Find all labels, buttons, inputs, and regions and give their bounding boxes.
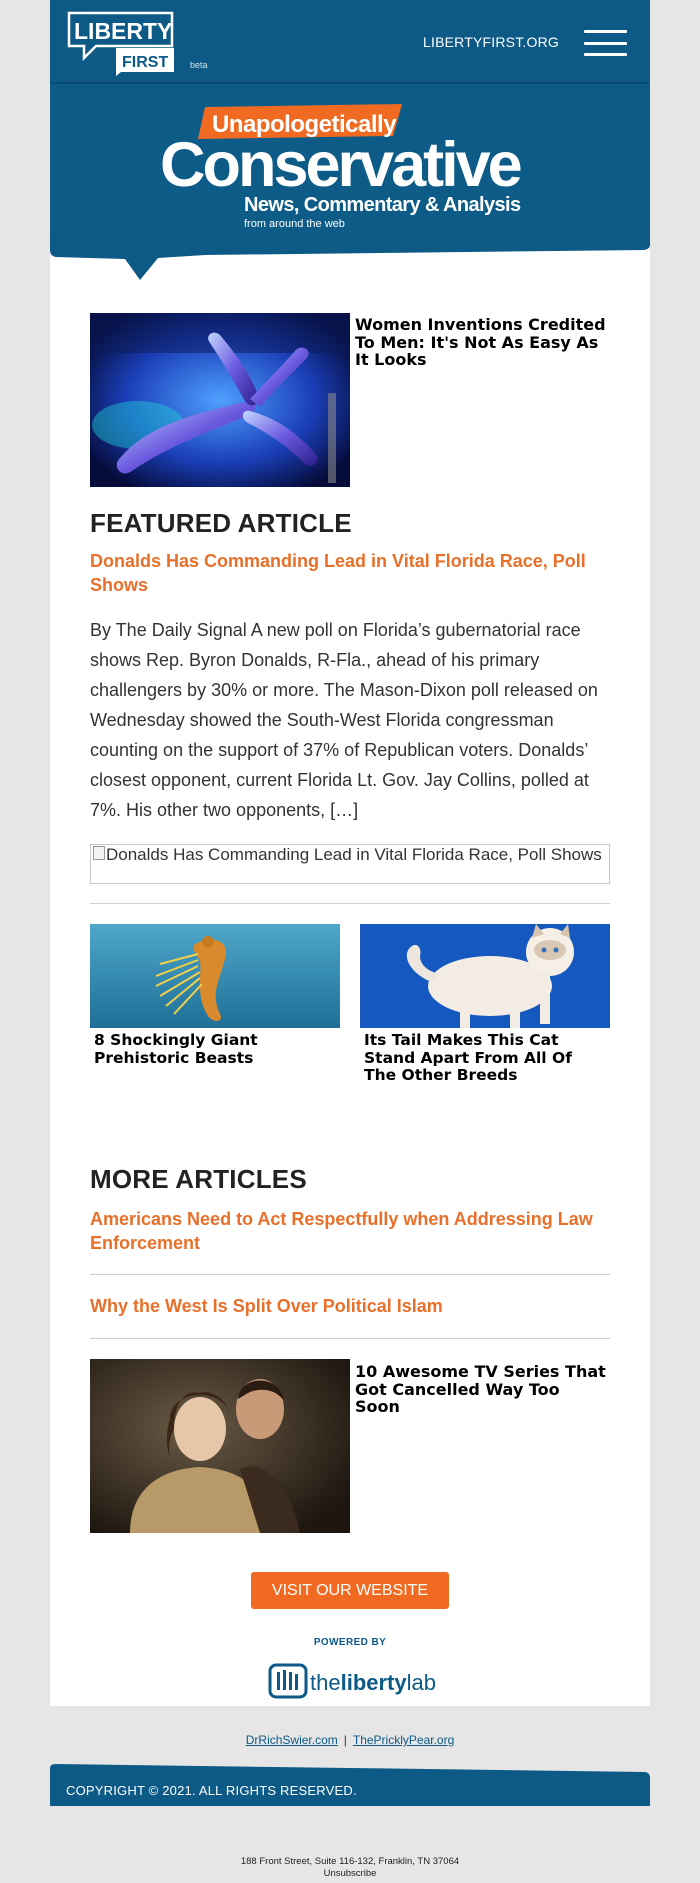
divider: [90, 1338, 610, 1339]
footer-bar: [50, 1764, 650, 1806]
logo-text-liberty: LIBERTY: [74, 18, 173, 44]
logo-text-first: FIRST: [122, 54, 169, 71]
hero-subhead: News, Commentary & Analysis: [244, 194, 521, 216]
divider: [90, 1274, 610, 1275]
hero-subtext: from around the web: [244, 218, 345, 230]
libertylab-logo[interactable]: [268, 1659, 438, 1703]
liberty-first-logo[interactable]: [66, 10, 190, 76]
more-article-link-2[interactable]: Why the West Is Split Over Political Islam: [90, 1296, 443, 1316]
powered-by-label: POWERED BY: [313, 1637, 387, 1648]
hero-banner: [50, 84, 650, 284]
hamburger-menu-icon[interactable]: [584, 30, 627, 56]
beta-label: beta: [190, 60, 208, 70]
more-article-link-1[interactable]: Americans Need to Act Respectfully when Addressing Law Enforcement: [90, 1209, 593, 1253]
featured-headline-link[interactable]: Donalds Has Commanding Lead in Vital Florida Race, Poll Shows: [90, 551, 586, 595]
white-cat-image[interactable]: [360, 924, 610, 1028]
link-separator: |: [343, 1733, 347, 1747]
sponsored-pair-title-2[interactable]: Its Tail Makes This Cat Stand Apart From All Of The Other Breeds: [364, 1031, 572, 1084]
svg-text:thelibertylab: [310, 1670, 436, 1695]
sponsored-title-bottom[interactable]: 10 Awesome TV Series That Got Cancelled Way Too Soon: [355, 1362, 606, 1416]
sea-creature-image[interactable]: [90, 924, 340, 1028]
hero-tagline: Unapologetically: [212, 111, 397, 138]
sponsored-title-top[interactable]: Women Inventions Credited To Men: It's Not As Easy As It Looks: [355, 315, 606, 369]
partner-link-thepricklypear[interactable]: ThePricklyPear.org: [352, 1733, 455, 1747]
partner-link-drrichswier[interactable]: DrRichSwier.com: [245, 1733, 338, 1747]
broken-image-icon: [93, 846, 105, 860]
partner-links: [50, 1733, 650, 1747]
featured-section-title: FEATURED ARTICLE: [90, 508, 352, 538]
visit-website-button[interactable]: VISIT OUR WEBSITE: [251, 1572, 449, 1609]
logo-the: the: [310, 1670, 341, 1695]
featured-image-alt: Donalds Has Commanding Lead in Vital Florida Race, Poll Shows: [106, 845, 602, 864]
featured-excerpt: By The Daily Signal A new poll on Florida’s gubernatorial race shows Rep. Byron Donalds, R-Fla., ahead of his primary challengers by 30% or more. The Mason-Dixon poll released on Wednesday showed the South-West Florida congressman counting on the support of 37% of Republican voters. Donalds’ closest opponent, current Florida Lt. Gov. Jay Collins, polled at 7%. His other two opponents, […]: [90, 620, 598, 820]
site-link[interactable]: LIBERTYFIRST.ORG: [423, 34, 559, 50]
copyright-text: COPYRIGHT © 2021. ALL RIGHTS RESERVED.: [66, 1783, 357, 1798]
divider: [90, 903, 610, 904]
top-header: [50, 0, 650, 84]
logo-liberty: liberty: [340, 1670, 407, 1695]
sponsored-pair-title-1[interactable]: 8 Shockingly Giant Prehistoric Beasts: [94, 1031, 258, 1067]
more-section-title: MORE ARTICLES: [90, 1164, 307, 1194]
chromosome-image[interactable]: [90, 313, 350, 487]
tv-series-couple-image[interactable]: [90, 1359, 350, 1533]
hero-headline: Conservative: [160, 130, 520, 200]
logo-lab: lab: [406, 1670, 436, 1695]
unsubscribe-link[interactable]: Unsubscribe: [323, 1868, 377, 1879]
featured-broken-image[interactable]: [90, 844, 610, 884]
mailing-address: 188 Front Street, Suite 116-132, Franklin, TN 37064: [240, 1856, 460, 1867]
